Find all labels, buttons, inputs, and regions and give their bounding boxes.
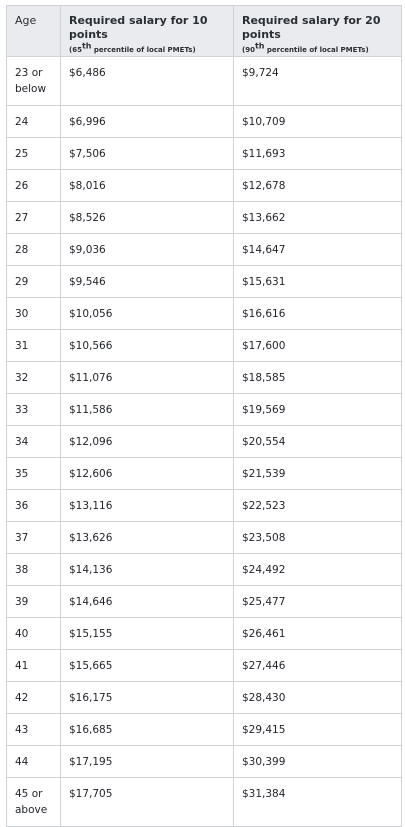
salary-10-points-cell: $14,136 [61,554,234,586]
header-20-points [234,6,402,57]
age-value: 25 [15,148,29,160]
table-row [7,522,402,554]
age-cell [7,522,61,554]
salary-20-points-cell: $31,384 [234,778,402,827]
salary-10-points-cell: $6,486 [61,57,234,106]
age-value: 29 [15,276,29,288]
salary-10-points-cell: $17,195 [61,746,234,778]
salary-10-points-cell: $9,036 [61,234,234,266]
age-cell [7,586,61,618]
table-row [7,554,402,586]
table-row [7,490,402,522]
age-cell [7,490,61,522]
salary-20-points-cell: $11,693 [234,138,402,170]
age-cell [7,458,61,490]
salary-20-points-cell: $26,461 [234,618,402,650]
age-cell [7,778,61,827]
salary-20-points-cell: $15,631 [234,266,402,298]
header-20-points-title: Required salary for 20 points [242,14,381,41]
age-cell [7,426,61,458]
age-cell [7,650,61,682]
header-10-sub-sup: th [81,41,92,51]
table-row [7,362,402,394]
age-value: 44 [15,756,29,768]
age-cell [7,394,61,426]
age-value: 26 [15,180,29,192]
header-20-points-subtitle [242,41,393,56]
salary-10-points-cell: $15,665 [61,650,234,682]
salary-table-container [6,5,401,827]
age-value: 42 [15,692,29,704]
header-10-points [61,6,234,57]
table-row [7,138,402,170]
header-age: Age [7,6,61,57]
table-row [7,394,402,426]
header-10-points-title: Required salary for 10 points [69,14,208,41]
salary-10-points-cell: $12,606 [61,458,234,490]
salary-20-points-cell: $24,492 [234,554,402,586]
age-cell [7,746,61,778]
age-cell [7,57,61,106]
salary-10-points-cell: $13,116 [61,490,234,522]
age-cell [7,618,61,650]
table-row [7,458,402,490]
salary-10-points-cell: $16,175 [61,682,234,714]
table-header [7,6,402,57]
age-value: 28 [15,244,29,256]
table-body [7,57,402,827]
salary-10-points-cell: $14,646 [61,586,234,618]
salary-20-points-cell: $10,709 [234,106,402,138]
age-value: 33 [15,404,29,416]
salary-10-points-cell: $11,076 [61,362,234,394]
age-value: 36 [15,500,29,512]
salary-20-points-cell: $9,724 [234,57,402,106]
table-row [7,234,402,266]
salary-10-points-cell: $15,155 [61,618,234,650]
salary-20-points-cell: $30,399 [234,746,402,778]
salary-20-points-cell: $29,415 [234,714,402,746]
salary-10-points-cell: $8,016 [61,170,234,202]
salary-20-points-cell: $28,430 [234,682,402,714]
salary-20-points-cell: $22,523 [234,490,402,522]
salary-10-points-cell: $11,586 [61,394,234,426]
age-cell [7,266,61,298]
age-value: 27 [15,212,29,224]
header-20-sub-post: percentile of local PMETs) [264,46,369,54]
salary-20-points-cell: $12,678 [234,170,402,202]
salary-10-points-cell: $8,526 [61,202,234,234]
age-value-qualifier: below [15,83,47,95]
age-value: 41 [15,660,29,672]
header-10-points-subtitle [69,41,225,56]
salary-20-points-cell: $20,554 [234,426,402,458]
salary-20-points-cell: $27,446 [234,650,402,682]
salary-20-points-cell: $19,569 [234,394,402,426]
table-row [7,618,402,650]
age-cell [7,298,61,330]
salary-10-points-cell: $10,056 [61,298,234,330]
age-cell [7,682,61,714]
table-row [7,330,402,362]
age-cell [7,170,61,202]
header-10-sub-pre: (65 [69,46,82,54]
age-cell [7,362,61,394]
age-value: 35 [15,468,29,480]
salary-10-points-cell: $10,566 [61,330,234,362]
salary-10-points-cell: $13,626 [61,522,234,554]
age-cell [7,330,61,362]
header-row [7,6,402,57]
age-value: 23 or [15,67,43,79]
table-row [7,202,402,234]
age-value: 31 [15,340,29,352]
age-cell [7,138,61,170]
salary-10-points-cell: $6,996 [61,106,234,138]
salary-points-table [6,5,402,827]
age-cell [7,554,61,586]
age-cell [7,106,61,138]
table-row [7,714,402,746]
age-value: 39 [15,596,29,608]
salary-20-points-cell: $16,616 [234,298,402,330]
salary-20-points-cell: $18,585 [234,362,402,394]
table-row [7,746,402,778]
header-20-sub-pre: (90 [242,46,255,54]
table-row [7,170,402,202]
age-value: 24 [15,116,29,128]
table-row [7,57,402,106]
age-value: 40 [15,628,29,640]
salary-20-points-cell: $17,600 [234,330,402,362]
age-value: 43 [15,724,29,736]
salary-10-points-cell: $17,705 [61,778,234,827]
age-cell [7,234,61,266]
age-value: 45 or [15,788,43,800]
age-value: 34 [15,436,29,448]
age-value: 37 [15,532,29,544]
salary-10-points-cell: $9,546 [61,266,234,298]
table-row [7,682,402,714]
table-row [7,586,402,618]
age-value-qualifier: above [15,804,48,816]
table-row [7,266,402,298]
table-row [7,778,402,827]
table-row [7,106,402,138]
salary-10-points-cell: $12,096 [61,426,234,458]
salary-20-points-cell: $14,647 [234,234,402,266]
salary-20-points-cell: $13,662 [234,202,402,234]
age-cell [7,714,61,746]
header-10-sub-post: percentile of local PMETs) [91,46,196,54]
salary-10-points-cell: $7,506 [61,138,234,170]
age-cell [7,202,61,234]
age-value: 32 [15,372,29,384]
age-value: 30 [15,308,29,320]
table-row [7,426,402,458]
table-row [7,298,402,330]
salary-10-points-cell: $16,685 [61,714,234,746]
table-row [7,650,402,682]
salary-20-points-cell: $23,508 [234,522,402,554]
age-value: 38 [15,564,29,576]
header-20-sub-sup: th [254,41,265,51]
salary-20-points-cell: $25,477 [234,586,402,618]
salary-20-points-cell: $21,539 [234,458,402,490]
